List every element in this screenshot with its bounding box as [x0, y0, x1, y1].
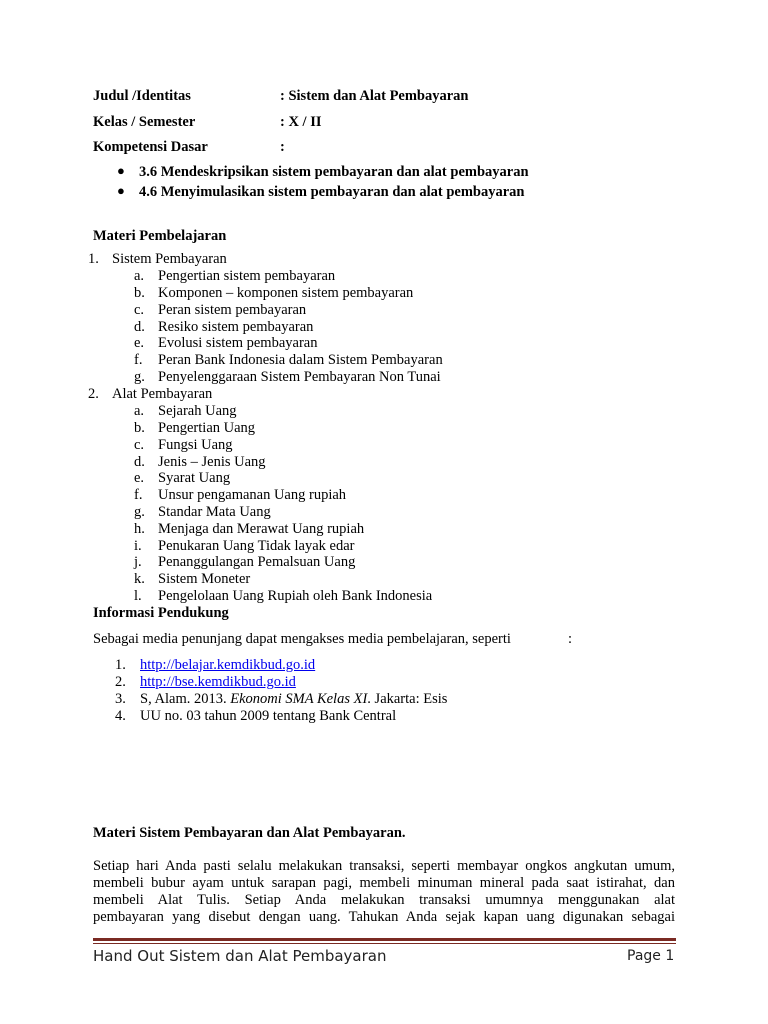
list-letter: b.	[134, 285, 145, 301]
list-item-text: Komponen – komponen sistem pembayaran	[158, 285, 414, 301]
field-label: Judul /Identitas	[93, 88, 191, 104]
footer-rule	[93, 938, 676, 941]
list-item-text: Pengelolaan Uang Rupiah oleh Bank Indonesia	[158, 588, 433, 604]
list-item-text: Penanggulangan Pemalsuan Uang	[158, 554, 356, 570]
bullet-icon: ●	[117, 163, 125, 178]
informasi-intro: Sebagai media penunjang dapat mengakses media pembelajaran, seperti	[93, 631, 511, 647]
reference-text: S, Alam. 2013. Ekonomi SMA Kelas XI. Jakarta: Esis	[140, 691, 448, 707]
body-line: pembayaran yang disebut dengan uang. Tahukan Anda sejak kapan uang digunakan sebagai	[93, 909, 675, 925]
field-value: : Sistem dan Alat Pembayaran	[280, 88, 469, 104]
list-letter: i.	[134, 538, 142, 554]
list-item-text: Peran sistem pembayaran	[158, 302, 307, 318]
kompetensi-text: 3.6 Mendeskripsikan sistem pembayaran dan alat pembayaran	[139, 164, 529, 180]
footer-rule-thin	[93, 943, 676, 944]
list-letter: b.	[134, 420, 145, 436]
list-letter: d.	[134, 454, 145, 470]
list-item-text: Standar Mata Uang	[158, 504, 271, 520]
list-number: 1.	[115, 657, 126, 673]
list-item-text: Pengertian sistem pembayaran	[158, 268, 336, 284]
list-item-text: Syarat Uang	[158, 470, 231, 486]
reference-link[interactable]: http://belajar.kemdikbud.go.id	[140, 657, 316, 673]
list-item-text: Sejarah Uang	[158, 403, 237, 419]
list-item-text: Jenis – Jenis Uang	[158, 454, 266, 470]
body-line: Setiap hari Anda pasti selalu melakukan transaksi, seperti membayar ongkos angkutan umum,	[93, 858, 675, 874]
list-letter: a.	[134, 403, 145, 419]
list-letter: f.	[134, 487, 143, 503]
body-paragraph	[93, 858, 675, 926]
list-number: 4.	[115, 708, 126, 724]
list-item-text: Peran Bank Indonesia dalam Sistem Pembayaran	[158, 352, 443, 368]
field-value: :	[280, 139, 285, 155]
list-item-text: Unsur pengamanan Uang rupiah	[158, 487, 347, 503]
list-item-text: Fungsi Uang	[158, 437, 233, 453]
body-line: membeli Alat Tulis. Setiap Anda melakukan transaksi umumnya menggunakan alat	[93, 892, 675, 908]
kompetensi-text: 4.6 Menyimulasikan sistem pembayaran dan alat pembayaran	[139, 184, 525, 200]
list-letter: g.	[134, 369, 145, 385]
reference-text: UU no. 03 tahun 2009 tentang Bank Central	[140, 708, 397, 724]
list-number: 2.	[115, 674, 126, 690]
list-number: 1.	[88, 251, 99, 267]
section-title: Sistem Pembayaran	[112, 251, 227, 267]
list-letter: c.	[134, 302, 145, 318]
list-letter: j.	[134, 554, 142, 570]
list-letter: e.	[134, 470, 145, 486]
list-item-text: Penukaran Uang Tidak layak edar	[158, 538, 355, 554]
informasi-colon: :	[568, 631, 573, 647]
list-letter: d.	[134, 319, 145, 335]
list-number: 3.	[115, 691, 126, 707]
list-letter: c.	[134, 437, 145, 453]
field-label: Kompetensi Dasar	[93, 139, 208, 155]
list-letter: e.	[134, 335, 145, 351]
list-item-text: Menjaga dan Merawat Uang rupiah	[158, 521, 365, 537]
section-heading: Materi Sistem Pembayaran dan Alat Pembayaran.	[93, 825, 406, 841]
section-title: Alat Pembayaran	[112, 386, 213, 402]
list-item-text: Penyelenggaraan Sistem Pembayaran Non Tunai	[158, 369, 441, 385]
list-item-text: Pengertian Uang	[158, 420, 256, 436]
body-line: membeli bubur ayam untuk sarapan pagi, membeli minuman mineral pada saat istirahat, dan	[93, 875, 675, 891]
reference-link[interactable]: http://bse.kemdikbud.go.id	[140, 674, 296, 690]
footer-title: Hand Out Sistem dan Alat Pembayaran	[93, 947, 387, 965]
list-item-text: Evolusi sistem pembayaran	[158, 335, 318, 351]
list-letter: h.	[134, 521, 145, 537]
informasi-heading: Informasi Pendukung	[93, 605, 229, 621]
list-number: 2.	[88, 386, 99, 402]
list-letter: l.	[134, 588, 142, 604]
list-letter: a.	[134, 268, 145, 284]
list-item-text: Sistem Moneter	[158, 571, 251, 587]
page-number: Page 1	[627, 948, 675, 964]
bullet-icon: ●	[117, 183, 125, 198]
field-label: Kelas / Semester	[93, 114, 196, 130]
list-letter: g.	[134, 504, 145, 520]
list-letter: f.	[134, 352, 143, 368]
materi-heading: Materi Pembelajaran	[93, 228, 227, 244]
list-item-text: Resiko sistem pembayaran	[158, 319, 314, 335]
field-value: : X / II	[280, 114, 322, 130]
list-letter: k.	[134, 571, 145, 587]
